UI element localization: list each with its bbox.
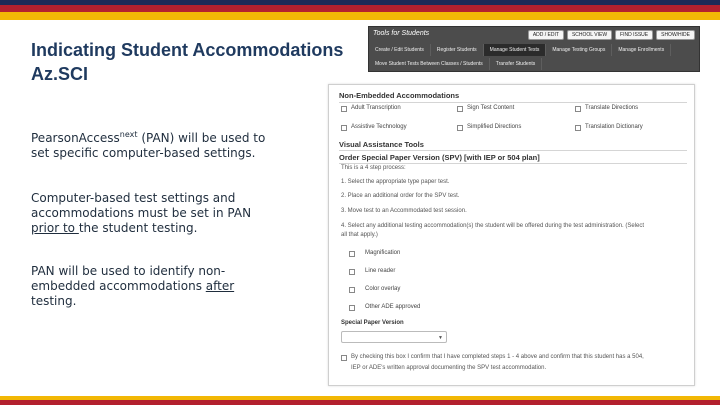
tab-transfer-students[interactable]: Transfer Students: [490, 58, 543, 70]
nonembedded-text-start: PAN will be used to identify non-embedded accommodations: [31, 264, 226, 293]
other-ade-approved-checkbox[interactable]: [349, 305, 355, 311]
step-2: 2. Place an additional order for the SPV test.: [341, 193, 460, 199]
slide-title: [31, 38, 351, 86]
nonembedded-heading: Non-Embedded Accommodations: [339, 91, 460, 100]
visual-assistance-heading: Visual Assistance Tools: [339, 140, 424, 149]
settings-paragraph: [31, 191, 271, 236]
section-divider: [339, 150, 687, 151]
settings-underlined: prior to: [31, 221, 79, 235]
tools-for-students-panel: [368, 26, 700, 72]
tab-manage-testing-groups[interactable]: Manage Testing Groups: [546, 44, 612, 56]
accommodations-form: [328, 84, 695, 386]
tab-create-edit-students[interactable]: Create / Edit Students: [369, 44, 431, 56]
translation-dictionary-checkbox[interactable]: [575, 125, 581, 131]
confirm-checkbox[interactable]: [341, 355, 347, 361]
color-overlay-checkbox[interactable]: [349, 287, 355, 293]
confirm-text-line1: By checking this box I confirm that I have completed steps 1 - 4 above and confirm that this student has a 504,: [351, 354, 644, 360]
tab-manage-student-tests[interactable]: Manage Student Tests: [484, 44, 547, 56]
section-divider: [339, 163, 687, 164]
assistive-technology-checkbox[interactable]: [341, 125, 347, 131]
settings-text-start: Computer-based test settings and accommodations must be set in PAN: [31, 191, 252, 220]
show-hide-button[interactable]: SHOW/HIDE: [656, 30, 695, 40]
special-paper-label: Special Paper Version: [341, 320, 404, 326]
translate-directions-label: Translate Directions: [585, 105, 639, 111]
color-overlay-label: Color overlay: [365, 286, 401, 292]
find-issue-button[interactable]: FIND ISSUE: [615, 30, 653, 40]
step-1: 1. Select the appropriate type paper test.: [341, 179, 450, 185]
section-divider: [339, 102, 687, 103]
top-red-stripe: [0, 5, 720, 12]
other-ade-approved-label: Other ADE approved: [365, 304, 421, 310]
chevron-down-icon: ▼: [438, 335, 443, 341]
top-gold-stripe: [0, 12, 720, 20]
nonembedded-paragraph: [31, 264, 271, 309]
step-4: 4. Select any additional testing accommodation(s) the student will be offered during the test administration. (Select: [341, 223, 645, 229]
spv-heading: Order Special Paper Version (SPV) [with IEP or 504 plan]: [339, 153, 540, 162]
step-4-continued: all that apply.): [341, 232, 378, 238]
slide-title-line2: Az.SCI: [31, 64, 89, 84]
nonembedded-underlined: after: [205, 279, 235, 293]
pan-superscript: next: [119, 130, 138, 139]
line-reader-checkbox[interactable]: [349, 269, 355, 275]
tools-title: Tools for Students: [373, 30, 430, 37]
add-edit-button[interactable]: ADD / EDIT: [528, 30, 564, 40]
pan-text-end: (PAN) will be used to set specific computer-based settings.: [31, 131, 266, 160]
special-paper-version-select[interactable]: [341, 331, 447, 343]
pan-paragraph: [31, 131, 271, 161]
tools-tab-row-1: [369, 44, 671, 56]
settings-text-end: the student testing.: [78, 221, 198, 235]
assistive-technology-label: Assistive Technology: [351, 124, 407, 130]
tools-tab-row-2: [369, 58, 542, 70]
sign-test-content-checkbox[interactable]: [457, 106, 463, 112]
tab-manage-enrollments[interactable]: Manage Enrollments: [612, 44, 671, 56]
step-intro: This is a 4 step process:: [341, 165, 406, 171]
line-reader-label: Line reader: [365, 268, 396, 274]
slide-title-line1: Indicating Student Accommodations: [31, 40, 344, 60]
translation-dictionary-label: Translation Dictionary: [585, 124, 643, 130]
tab-move-student-tests[interactable]: Move Student Tests Between Classes / Students: [369, 58, 490, 70]
translate-directions-checkbox[interactable]: [575, 106, 581, 112]
school-view-button[interactable]: SCHOOL VIEW: [567, 30, 612, 40]
magnification-label: Magnification: [365, 250, 401, 256]
adult-transcription-label: Adult Transcription: [351, 105, 401, 111]
sign-test-content-label: Sign Test Content: [467, 105, 515, 111]
step-3: 3. Move test to an Accommodated test session.: [341, 208, 467, 214]
nonembedded-text-end: testing.: [31, 294, 77, 308]
bottom-red-stripe: [0, 400, 720, 405]
tab-register-students[interactable]: Register Students: [431, 44, 484, 56]
magnification-checkbox[interactable]: [349, 251, 355, 257]
adult-transcription-checkbox[interactable]: [341, 106, 347, 112]
simplified-directions-label: Simplified Directions: [467, 124, 522, 130]
confirm-text-line2: IEP or ADE's written approval documenting the SPV test accommodation.: [351, 365, 547, 371]
simplified-directions-checkbox[interactable]: [457, 125, 463, 131]
pan-text-start: PearsonAccess: [31, 131, 120, 145]
tools-button-group: [528, 30, 695, 40]
